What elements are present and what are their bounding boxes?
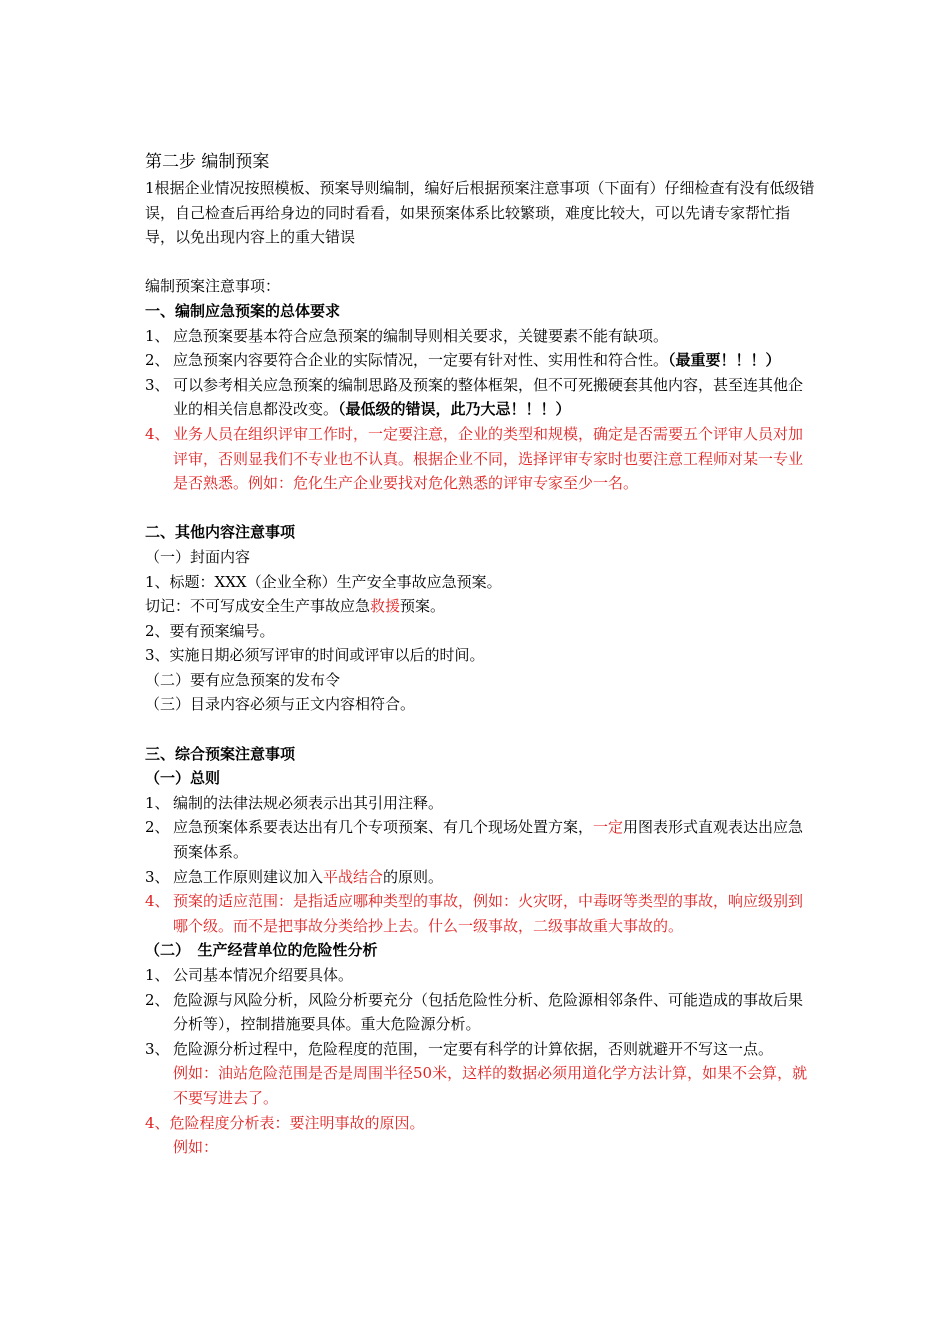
section-2-title: 二、其他内容注意事项: [145, 523, 296, 542]
section-3-title: 三、综合预案注意事项: [145, 744, 296, 763]
notes-heading: 编制预案注意事项：: [145, 277, 281, 296]
step-body: 1根据企业情况按照模板、预案导则编制，编好后根据预案注意事项（下面有）仔细检查有没有低级错误，自己检查后再给身边的同时看看，如果预案体系比较繁琐，难度比较大，可以先请专家帮忙指导，以免出现内容上的重大错误: [145, 179, 815, 247]
list-item: 4、 预案的适应范围：是指适应哪种类型的事故，例如：火灾呀，中毒呀等类型的事故，响应级别到哪个级。而不是把事故分类给抄上去。什么一级事故，二级事故重大事故的。: [145, 892, 804, 935]
subsection: （一）封面内容: [145, 547, 251, 566]
document-content: [145, 148, 815, 1160]
step-title: 第二步 编制预案: [145, 152, 270, 172]
list-item: 1、 编制的法律法规必须表示出其引用注释。: [145, 793, 444, 812]
line: 3、实施日期必须写评审的时间或评审以后的时间。: [145, 646, 485, 665]
list-item: 3、 可以参考相关应急预案的编制思路及预案的整体框架，但不可死搬硬套其他内容，甚至连其他企业的相关信息都没改变。（最低级的错误，此乃大忌！！！）: [145, 375, 804, 419]
line: 例如：: [173, 1138, 219, 1157]
emphasis: （最重要！！！）: [668, 351, 781, 370]
subsection: （一）总则: [145, 769, 221, 788]
line: 2、要有预案编号。: [145, 621, 275, 640]
subsection: （三）目录内容必须与正文内容相符合。: [145, 695, 416, 714]
line: 1、标题：XXX（企业全称）生产安全事故应急预案。: [145, 572, 502, 591]
line: 切记：不可写成安全生产事故应急救援预案。: [145, 597, 446, 616]
list-item: 2、 应急预案内容要符合企业的实际情况，一定要有针对性、实用性和符合性。（最重要！！！）: [145, 351, 781, 370]
emphasis: （最低级的错误，此乃大忌！！！）: [338, 400, 571, 419]
list-item: 3、 应急工作原则建议加入平战结合的原则。: [145, 867, 444, 886]
line: 4、危险程度分析表：要注明事故的原因。: [145, 1113, 425, 1132]
list-item: 3、 危险源分析过程中，危险程度的范围，一定要有科学的计算依据，否则就避开不写这一点。 例如：油站危险范围是否是周围半径50米，这样的数据必须用道化学方法计算，如果不会算，就不要写进去了。: [145, 1039, 808, 1107]
list-item: 4、 业务人员在组织评审工作时，一定要注意，企业的类型和规模，确定是否需要五个评审人员对加评审，否则显我们不专业也不认真。根据企业不同，选择评审专家时也要注意工程师对某一专业是否熟悉。例如：危化生产企业要找对危化熟悉的评审专家至少一名。: [145, 424, 804, 493]
subsection: （二） 生产经营单位的危险性分析: [145, 941, 378, 960]
list-item: 1、 公司基本情况介绍要具体。: [145, 966, 354, 984]
subsection: （二）要有应急预案的发布令: [145, 670, 341, 689]
list-item: 1、 应急预案要基本符合应急预案的编制导则相关要求，关键要素不能有缺项。: [145, 326, 669, 345]
section-1-title: 一、编制应急预案的总体要求: [145, 301, 341, 320]
list-item: 2、 应急预案体系要表达出有几个专项预案、有几个现场处置方案，一定用图表形式直观表达出应急预案体系。: [145, 818, 804, 862]
list-item: 2、 危险源与风险分析，风险分析要充分（包括危险性分析、危险源相邻条件、可能造成的事故后果分析等），控制措施要具体。重大危险源分析。: [145, 990, 804, 1034]
